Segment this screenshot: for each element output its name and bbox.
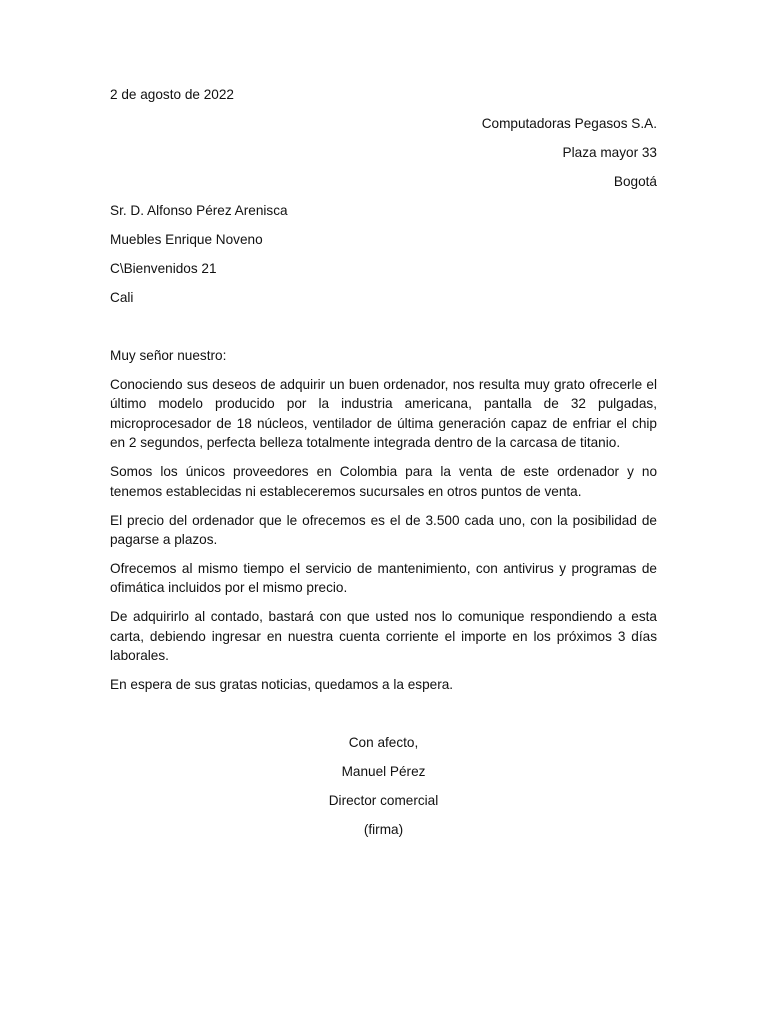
recipient-city: Cali [110, 290, 134, 305]
closing-farewell: Con afecto, [348, 735, 419, 751]
signature-placeholder: (firma) [363, 822, 404, 838]
closing-block [110, 733, 657, 839]
body-paragraph: En espera de sus gratas noticias, quedamos a la espera. [110, 677, 454, 693]
body-paragraph: Ofrecemos al mismo tiempo el servicio de mantenimiento, con antivirus y programas de ofimática incluidos por el mismo precio. [110, 561, 657, 596]
sender-city: Bogotá [613, 174, 657, 189]
recipient-block [110, 201, 657, 307]
body-paragraph: De adquirirlo al contado, bastará con que usted nos lo comunique respondiendo a esta carta, debiendo ingresar en nuestra cuenta corriente el importe en los próximos 3 días laborales. [110, 609, 657, 664]
sender-block [110, 114, 657, 191]
signer-name: Manuel Pérez [341, 764, 426, 780]
sender-address: Plaza mayor 33 [562, 145, 657, 160]
letter-body [110, 375, 657, 695]
letter-page [110, 85, 657, 840]
letter-date: 2 de agosto de 2022 [110, 87, 234, 102]
body-paragraph: Somos los únicos proveedores en Colombia para la venta de este ordenador y no tenemos establecidas ni estableceremos sucursales en otros puntos de venta. [110, 464, 657, 499]
recipient-name: Sr. D. Alfonso Pérez Arenisca [110, 203, 288, 218]
sender-company: Computadoras Pegasos S.A. [481, 116, 657, 131]
body-paragraph: El precio del ordenador que le ofrecemos es el de 3.500 cada uno, con la posibilidad de pagarse a plazos. [110, 512, 657, 548]
recipient-address: C\Bienvenidos 21 [110, 261, 217, 276]
recipient-company: Muebles Enrique Noveno [110, 232, 263, 247]
signer-title: Director comercial [328, 793, 439, 809]
body-paragraph: Conociendo sus deseos de adquirir un buen ordenador, nos resulta muy grato ofrecerle el último modelo producido por la industria americana, pantalla de 32 pulgadas, microprocesador de 18 núcleos, ventilador de última generación capaz de enfriar el chip en 2 segundos, perfecta belleza totalmente integrada dentro de la carcasa de titanio. [110, 377, 657, 451]
salutation: Muy señor nuestro: [110, 348, 227, 363]
